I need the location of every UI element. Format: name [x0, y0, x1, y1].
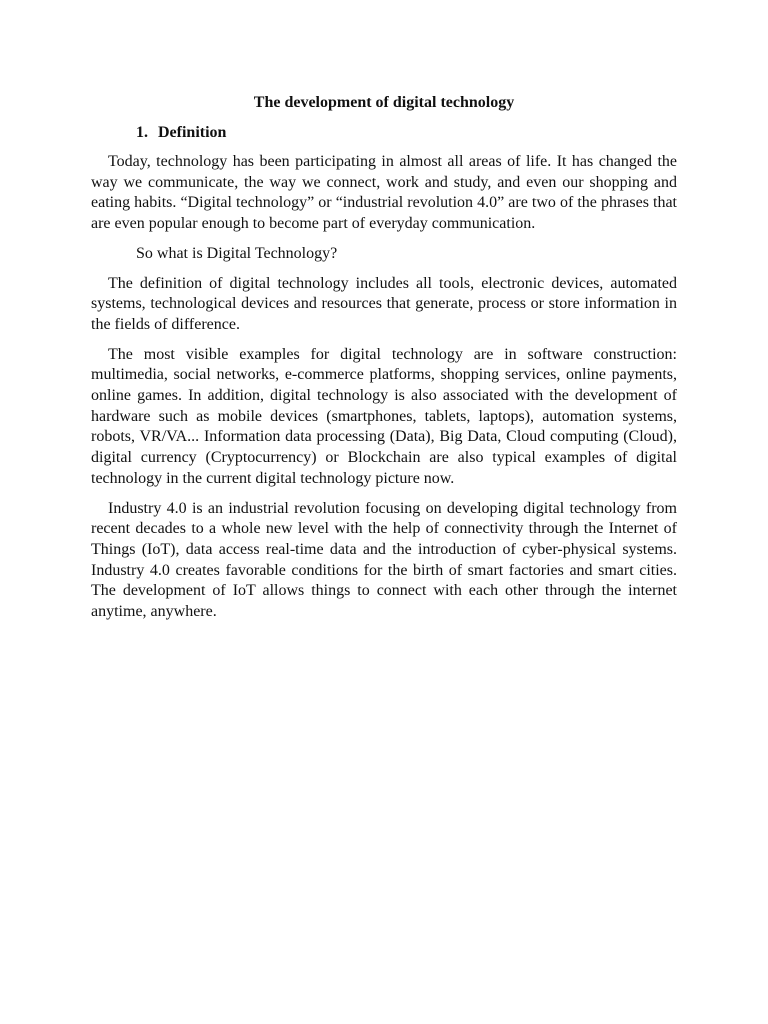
paragraph-definition: The definition of digital technology includes all tools, electronic devices, automated systems, technological devices and resources that generate, process or store information in the fields of difference. [91, 274, 677, 333]
paragraph-intro: Today, technology has been participating in almost all areas of life. It has changed the way we communicate, the way we connect, work and study, and even our shopping and eating habits. “Digital technology” or “industrial revolution 4.0” are two of the phrases that are even popular enough to become part of everyday communication. [91, 153, 677, 233]
section-number: 1. [136, 124, 148, 141]
document-body [91, 92, 677, 623]
paragraph-examples: The most visible examples for digital technology are in software construction: multimedia, social networks, e-commerce platforms, shopping services, online payments, online games. In addition, digital technology is also associated with the development of hardware such as mobile devices (smartphones, tablets, laptops), automation systems, robots, VR/VA... Information data processing (Data), Big Data, Cloud computing (Cloud), digital currency (Cryptocurrency) or Blockchain are also typical examples of digital technology in the current digital technology picture now. [91, 345, 677, 487]
document-title: The development of digital technology [253, 94, 515, 111]
paragraph-industry-4: Industry 4.0 is an industrial revolution focusing on developing digital technology from recent decades to a whole new level with the help of connectivity through the Internet of Things (IoT), data access real-time data and the introduction of cyber-physical systems. Industry 4.0 creates favorable conditions for the birth of smart factories and smart cities. The development of IoT allows things to connect with each other through the internet anytime, anywhere. [91, 499, 677, 621]
paragraph-question: So what is Digital Technology? [136, 244, 338, 262]
section-title: Definition [158, 124, 227, 141]
section-heading [136, 122, 677, 143]
